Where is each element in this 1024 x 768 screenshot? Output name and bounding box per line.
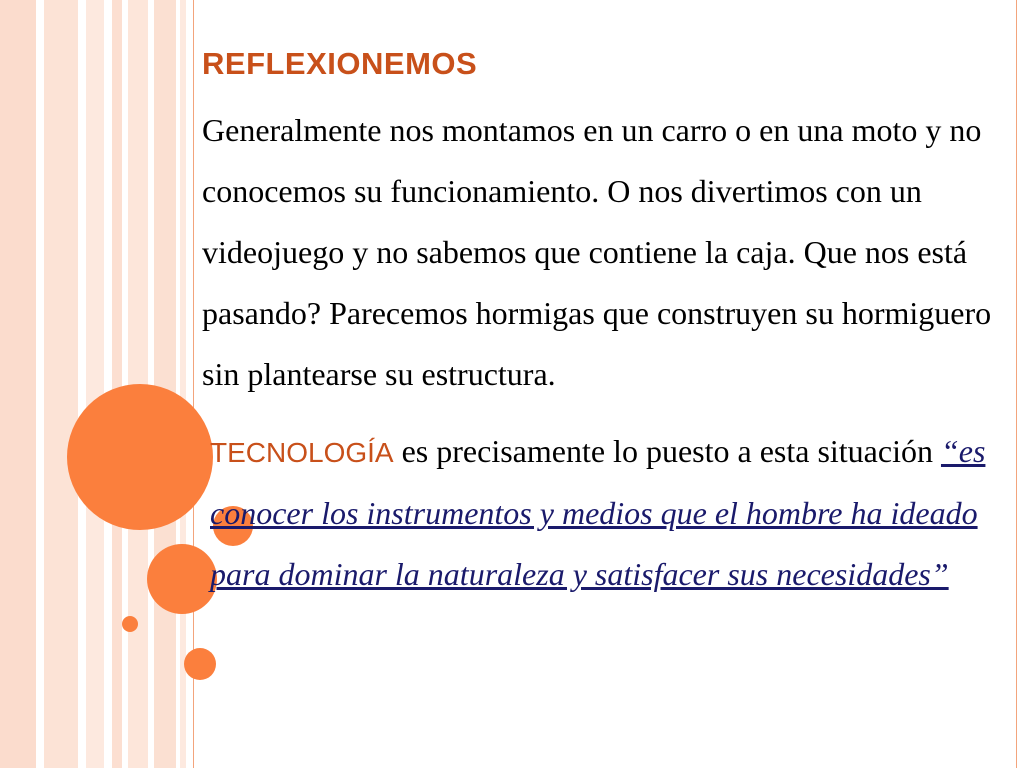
tiny-circle-decoration [122, 616, 138, 632]
right-divider-line [1016, 0, 1017, 768]
intro-paragraph: Generalmente nos montamos en un carro o en una moto y no conocemos su funcionamiento. O nos divertimos con un videojuego y no sabemos que contiene la caja. Que nos está pasando? Parecemos hormigas que construyen su hormiguero sin plantearse su estructura. [202, 112, 992, 392]
large-circle-decoration [67, 384, 213, 530]
definition-lead-text: es precisamente lo puesto a esta situación [393, 433, 941, 469]
keyword-tecnologia: TECNOLOGÍA [210, 437, 394, 468]
decorative-stripes [0, 0, 195, 768]
small-circle-decoration [184, 648, 216, 680]
slide-content [202, 40, 992, 605]
definition-paragraph [202, 421, 992, 605]
definition-quote: “es conocer los instrumentos y medios que el hombre ha ideado para dominar la naturaleza y satisfacer sus necesidades” [210, 433, 986, 592]
slide-title: REFLEXIONEMOS [202, 46, 478, 81]
